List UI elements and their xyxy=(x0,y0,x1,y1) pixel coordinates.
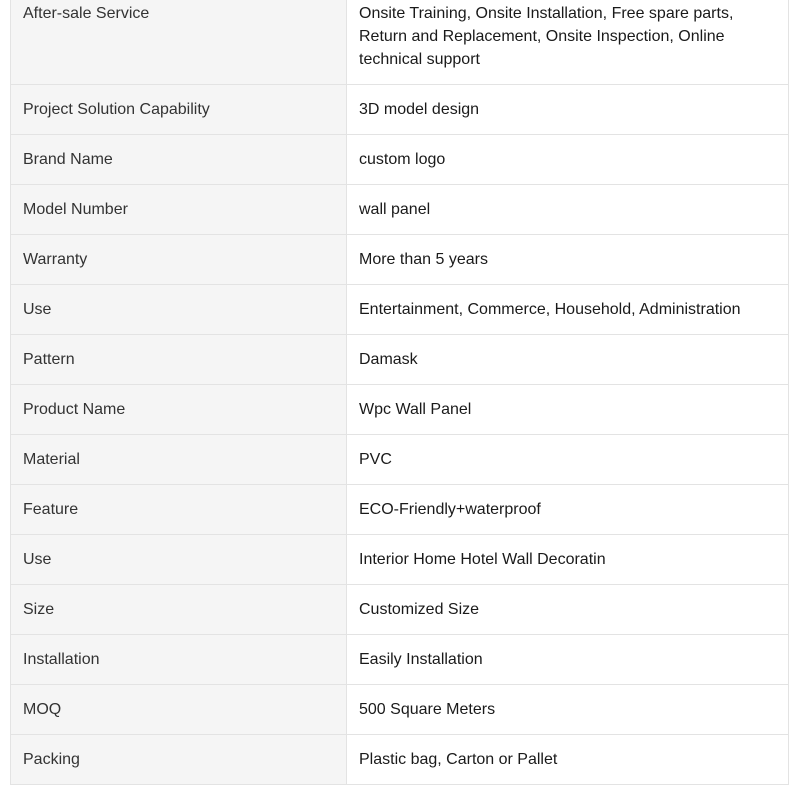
table-row xyxy=(11,235,789,285)
product-spec-table xyxy=(10,0,789,785)
table-row xyxy=(11,735,789,785)
spec-value: Wpc Wall Panel xyxy=(347,385,789,435)
spec-value: Entertainment, Commerce, Household, Administration xyxy=(347,285,789,335)
spec-value: 500 Square Meters xyxy=(347,685,789,735)
spec-value: ECO-Friendly+waterproof xyxy=(347,485,789,535)
table-row xyxy=(11,185,789,235)
table-row xyxy=(11,635,789,685)
spec-label: Material xyxy=(11,435,347,485)
spec-label: Warranty xyxy=(11,235,347,285)
spec-label: Product Name xyxy=(11,385,347,435)
table-row xyxy=(11,135,789,185)
spec-label: Feature xyxy=(11,485,347,535)
table-row xyxy=(11,85,789,135)
spec-value: Onsite Training, Onsite Installation, Free spare parts, Return and Replacement, Onsite Inspection, Online technical support xyxy=(347,0,789,85)
spec-label: Size xyxy=(11,585,347,635)
spec-value: PVC xyxy=(347,435,789,485)
spec-label: Use xyxy=(11,285,347,335)
table-row xyxy=(11,435,789,485)
spec-value: wall panel xyxy=(347,185,789,235)
table-row xyxy=(11,535,789,585)
table-row xyxy=(11,685,789,735)
table-row xyxy=(11,0,789,85)
spec-label: MOQ xyxy=(11,685,347,735)
spec-value: 3D model design xyxy=(347,85,789,135)
spec-label: Pattern xyxy=(11,335,347,385)
spec-label: Model Number xyxy=(11,185,347,235)
spec-label: Installation xyxy=(11,635,347,685)
spec-value: Customized Size xyxy=(347,585,789,635)
spec-value: Damask xyxy=(347,335,789,385)
spec-label: Project Solution Capability xyxy=(11,85,347,135)
spec-value: Interior Home Hotel Wall Decoratin xyxy=(347,535,789,585)
table-row xyxy=(11,385,789,435)
table-row xyxy=(11,335,789,385)
spec-label: Use xyxy=(11,535,347,585)
spec-label: After-sale Service xyxy=(11,0,347,85)
table-row xyxy=(11,585,789,635)
spec-table-body xyxy=(11,0,789,785)
spec-label: Brand Name xyxy=(11,135,347,185)
spec-value: custom logo xyxy=(347,135,789,185)
table-row xyxy=(11,485,789,535)
spec-value: Plastic bag, Carton or Pallet xyxy=(347,735,789,785)
spec-value: More than 5 years xyxy=(347,235,789,285)
spec-value: Easily Installation xyxy=(347,635,789,685)
table-row xyxy=(11,285,789,335)
spec-label: Packing xyxy=(11,735,347,785)
